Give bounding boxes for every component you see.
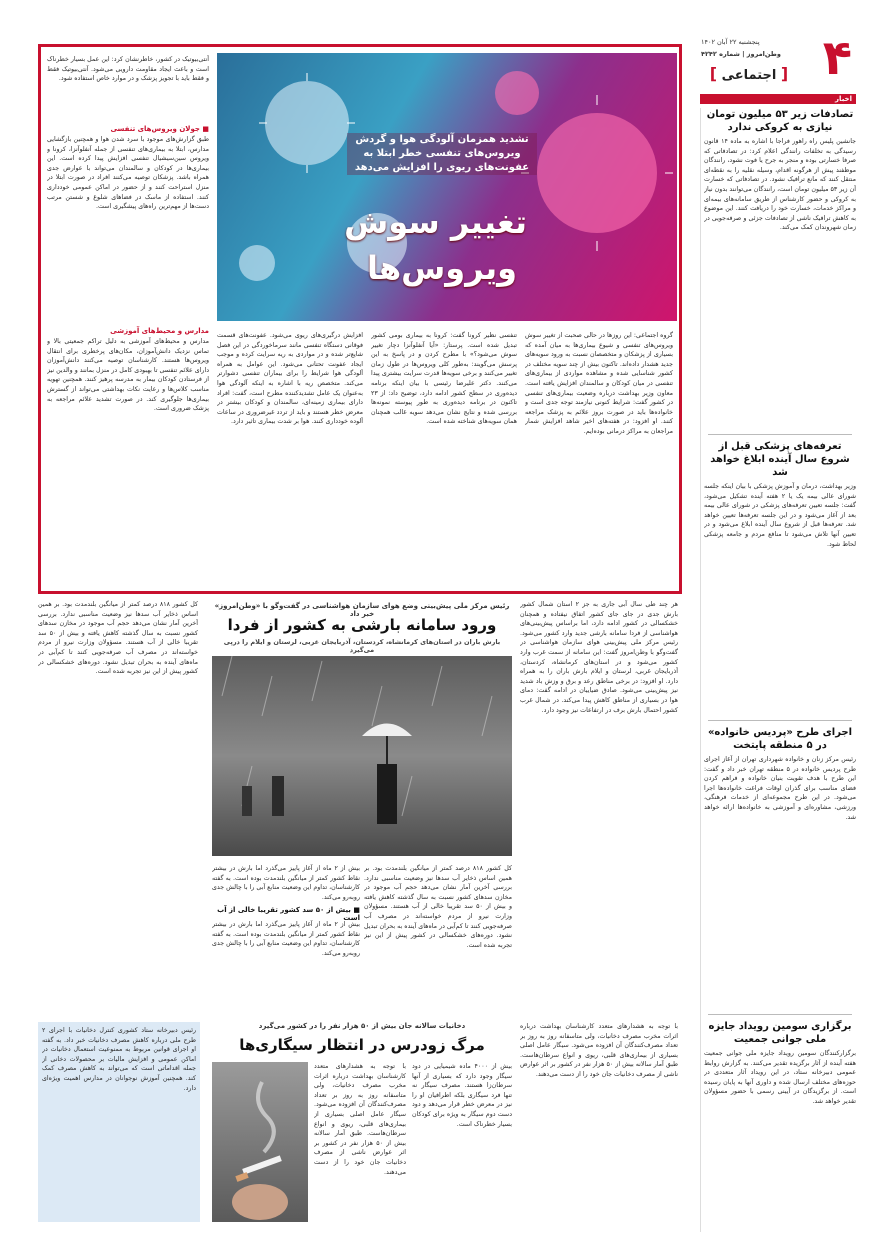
sidebar-news: [700, 108, 856, 1232]
rain-graphic: [212, 656, 512, 856]
weather-subheading: ■ بیش از ۵۰ سد کشور تقریبا خالی از آب است: [217, 906, 360, 922]
weather-title: ورود سامانه بارشی به کشور از فردا: [227, 616, 497, 634]
feature-article: [38, 44, 682, 594]
news-label-bar: [700, 94, 856, 104]
sidebar-item: [704, 1020, 856, 1231]
feature-paragraph: طبق گزارش‌های موجود با سرد شدن هوا و همچنین بازگشایی مدارس، ابتلا به بیماری‌های تنفسی از جمله آنفلوآنزا، کرونا و ویروس سین‌سیشیال تنفسی افزایش پیدا کرده است. این بیماری‌ها در کودکان و سالمندان می‌تواند با عوارض جدی همراه باشد. پزشکان توصیه می‌کنند افراد در صورت ابتلا در منزل استراحت کنند و از حضور در اماکن عمومی خودداری کنند. استفاده از ماسک در فضاهای شلوغ و شستن مرتب دست‌ها از مهم‌ترین راه‌های پیشگیری است.: [47, 136, 209, 211]
smoking-paragraph: با توجه به هشدارهای متعدد کارشناسان بهداشت درباره اثرات مخرب مصرف دخانیات، ولی متاسفانه روز به روز بر تعداد مصرف‌کنندگان آن افزوده می‌شود. سیگار عامل اصلی بسیاری از بیماری‌های قلبی، ریوی و انواع سرطان‌هاست. طبق آمار سالانه بیش از ۵۰ هزار نفر در کشور بر اثر عوارض ناشی از مصرف دخانیات جان خود را از دست می‌دهند.: [314, 1063, 406, 1176]
smoking-title: مرگ زودرس در انتظار سیگاری‌ها: [239, 1036, 485, 1054]
sidebar-item: [704, 440, 856, 722]
issue-number: وطن‌امروز | شماره ۴۲۴۲: [701, 50, 781, 58]
feature-column-left: [47, 55, 209, 585]
feature-paragraph: تنفسی نظیر کرونا گفت: کرونا به بیماری بومی کشور تبدیل شده است. پرستار: «آیا آنفلوآنزا دچار تغییر سوش می‌شود؟» با مطرح کردن و در پاسخ به این پرسش می‌گویند: به‌طور کلی ویروس‌ها در طول زمان تغییر می‌کنند و برخی سویه‌ها قدرت سرایت بیشتری پیدا می‌کنند. دکتر علیرضا رئیسی با بیان اینکه برنامه دیده‌وری در سطح کشور ادامه دارد، توضیح داد: از ۲۳ تاکنون در برنامه دیده‌وری به طور پیوسته نمونه‌ها بررسی شده و نتایج نشان می‌دهد سویه غالب همچنان همان سویه‌های شناخته شده است.: [371, 332, 517, 426]
masthead: [701, 30, 856, 90]
sidebar-item: [704, 108, 856, 418]
weather-paragraph: هر چند طی سال آبی جاری به جز ۲ استان شمال کشور بارش جدی در جای جای کشور اتفاق نیفتاده و همچنان خشکسالی در کشور ادامه دارد، اما براساس پیش‌بینی‌های هواشناسی از فردا سامانه بارشی جدید وارد کشور می‌شود. رئیس مرکز ملی پیش‌بینی هوای سازمان هواشناسی در گفت‌وگو با وطن‌امروز گفت: این سامانه از سمت غرب وارد کشور می‌شود و در استان‌های کرمانشاه، کردستان، آذربایجان غربی، لرستان و ایلام بارش باران را به همراه دارد. او افزود: در برخی مناطق رعد و برق و وزش باد شدید نیز پیش‌بینی می‌شود. صادق ضیاییان در ادامه گفت: دمای هوا در بسیاری از مناطق کاهش پیدا می‌کند. در شمال غرب کشور احتمال بارش برف در ارتفاعات نیز وجود دارد.: [520, 601, 678, 714]
weather-paragraph: بیش از ۲ ماه از آغاز پاییز می‌گذرد اما بارش در بیشتر نقاط کشور کمتر از میانگین بلندمدت بوده است. به گفته کارشناسان، تداوم این وضعیت منابع آبی را با چالش جدی روبه‌رو می‌کند.: [212, 865, 360, 901]
smoking-photo: [212, 1062, 308, 1222]
weather-article: [38, 600, 682, 1014]
divider: [708, 720, 852, 721]
cigarette-graphic: [212, 1062, 308, 1222]
sidebar-item-title: تصادفات زیر ۵۳ میلیون تومان نیازی به کروکی ندارد: [706, 109, 854, 133]
virus-illustration: [217, 53, 677, 321]
weather-paragraph: کل کشور ۸۱۸ درصد کمتر از میانگین بلندمدت بود. بر همین اساس ذخایر آب سدها نیز وضعیت مناسبی ندارد. بررسی آخرین آمار نشان می‌دهد حجم آب موجود در مخازن سدهای کشور نسبت به سال گذشته کاهش یافته و بیش از ۵۰ سد تقریبا خالی از آب هستند. مسؤولان وزارت نیرو از مردم خواسته‌اند در مصرف آب صرفه‌جویی کنند تا کم‌آبی در ماه‌های آینده به بحران تبدیل نشود. دوره‌های خشکسالی در کشور پیش از این نیز تجربه شده است.: [38, 601, 198, 676]
rain-photo: [212, 656, 512, 856]
sidebar-item-body: جانشین پلیس راه راهور فراجا با اشاره به ماده ۱۴ قانون رسیدگی به تخلفات رانندگی اعلام کرد: در تصادفاتی که صرفا خسارتی بوده و منجر به جرح یا فوت نشود، رانندگان موظفند پیش از هرگونه اقدام، وسیله نقلیه را به نقطه‌ای منتقل کنند که مانع ترافیک نشود. در تصادفاتی که خسارت آن زیر ۵۳ میلیون تومان است، رانندگان می‌توانند بدون نیاز به کروکی و حضور کارشناس از طریق سامانه‌های بیمه‌ای و مراکز خدمات، خسارت خود را دریافت کنند. این موضوع به کاهش ترافیک ناشی از تصادفات جزئی و صرفه‌جویی در زمان شهروندان کمک می‌کند.: [704, 138, 856, 232]
sidebar-item-title: اجرای طرح «پردیس خانواده» در ۵ منطقه پایتخت: [707, 727, 853, 751]
feature-paragraph: مدارس و محیط‌های آموزشی به دلیل تراکم جمعیتی بالا و تماس نزدیک دانش‌آموزان، مکان‌های پرخطری برای انتقال ویروس‌ها هستند. کارشناسان توصیه می‌کنند دانش‌آموزان دارای علائم تنفسی تا بهبودی کامل در منزل بمانند و والدین نیز از فرستادن کودکان بیمار به مدرسه پرهیز کنند. همچنین تهویه مناسب کلاس‌ها و رعایت نکات بهداشتی می‌تواند از گسترش بیماری‌ها جلوگیری کند. در صورت تشدید علائم مراجعه به پزشک ضروری است.: [47, 338, 209, 413]
feature-subheading: مدارس و محیط‌های آموزشی: [110, 327, 209, 335]
sidebar-item-title: برگزاری سومین رویداد جایزه ملی جوانی جمعیت: [708, 1021, 852, 1045]
smoking-paragraph: با توجه به هشدارهای متعدد کارشناسان بهداشت درباره اثرات مخرب مصرف دخانیات، ولی متاسفانه روز به روز بر تعداد مصرف‌کنندگان آن افزوده می‌شود. سیگار عامل اصلی بسیاری از بیماری‌های قلبی، ریوی و انواع سرطان‌هاست. طبق آمار سالانه بیش از ۵۰ هزار نفر در کشور بر اثر عوارض ناشی از مصرف دخانیات جان خود را از دست می‌دهند.: [520, 1023, 678, 1078]
section-label: اجتماعی: [721, 68, 777, 83]
smoking-side-box: [38, 1022, 200, 1222]
feature-paragraph: آنتی‌بیوتیک در کشور، خاطرنشان کرد: این عمل بسیار خطرناک است و باعث ایجاد مقاومت دارویی می‌شود. آنتی‌بیوتیک فقط و فقط باید با تجویز پزشک و در موارد خاص استفاده شود.: [47, 56, 209, 83]
feature-title-line2: ویروس‌ها: [366, 249, 517, 287]
weather-paragraph: بیش از ۲ ماه از آغاز پاییز می‌گذرد اما بارش در بیشتر نقاط کشور کمتر از میانگین بلندمدت بوده است. به گفته کارشناسان، تداوم این وضعیت منابع آبی را با چالش جدی روبه‌رو می‌کند.: [212, 921, 360, 957]
weather-subtitle: بارش باران در استان‌های کرمانشاه، کردستان، آذربایجان غربی، لرستان و ایلام را درپی می‌گیرد: [223, 638, 501, 654]
feature-kicker: تشدید همزمان آلودگی هوا و گردش ویروس‌های تنفسی خطر ابتلا به عفونت‌های ریوی را افزایش می‌دهد: [347, 133, 537, 175]
weather-paragraph: کل کشور ۸۱۸ درصد کمتر از میانگین بلندمدت بود. بر همین اساس ذخایر آب سدها نیز وضعیت مناسبی ندارد. بررسی آخرین آمار نشان می‌دهد حجم آب موجود در مخازن سدهای کشور نسبت به سال گذشته کاهش یافته و بیش از ۵۰ سد تقریبا خالی از آب هستند. مسؤولان وزارت نیرو از مردم خواسته‌اند در مصرف آب صرفه‌جویی کنند تا کم‌آبی در ماه‌های آینده به بحران تبدیل نشود. دوره‌های خشکسالی در کشور پیش از این نیز تجربه شده است.: [364, 865, 512, 949]
news-label: اخبار: [835, 95, 852, 103]
smoking-kicker: دخانیات سالانه جان بیش از ۵۰ هزار نفر را در کشور می‌گیرد: [258, 1022, 466, 1030]
sidebar-item-body: برگزارکنندگان سومین رویداد جایزه ملی جوانی جمعیت هفته آینده از آثار برگزیده تقدیر می‌کنند. به گزارش روابط عمومی دبیرخانه ستاد، در این رویداد آثار متعددی در حوزه‌های مختلف ارسال شده و داوری آنها به پایان رسیده است. از برگزیدگان در آیینی رسمی با حضور مسؤولان تقدیر خواهد شد.: [704, 1050, 856, 1105]
feature-paragraph: افزایش درگیری‌های ریوی می‌شود. عفونت‌های قسمت فوقانی دستگاه تنفسی مانند سرماخوردگی در این فصل شایع‌تر شده و در مواردی به ریه سرایت کرده و موجب ایجاد عفونت تحتانی می‌شود. این عوامل به همراه آلودگی هوا شرایط را برای بیماران تنفسی دشوارتر می‌کند. متخصص ریه با اشاره به اینکه آلودگی هوا به‌عنوان یک عامل تشدیدکننده مطرح است، گفت: افراد دارای بیماری زمینه‌ای، سالمندان و کودکان بیشتر در معرض خطر هستند و باید از تردد غیرضروری در ساعات آلوده خودداری کنند. هوا بر شدت بیماری تاثیر دارد.: [217, 332, 363, 426]
sidebar-item-title: تعرفه‌های پزشکی قبل از شروع سال آینده ابلاغ خواهد شد: [710, 441, 850, 478]
feature-title-line1: تغییر سوش: [344, 203, 527, 241]
feature-subheading: ■ جولان ویروس‌های تنفسی: [110, 125, 209, 133]
issue-date: پنجشنبه ۲۲ آبان ۱۴۰۲: [701, 38, 760, 46]
divider: [708, 434, 852, 435]
smoking-article: [38, 1018, 682, 1230]
sidebar-item: [704, 726, 856, 995]
weather-kicker: رئیس مرکز ملی پیش‌بینی وضع هوای سازمان هواشناسی در گفت‌وگو با «وطن‌امروز» خبر داد: [214, 602, 510, 618]
section-title: [ اجتماعی ]: [709, 64, 789, 83]
sidebar-item-body: رئیس مرکز زنان و خانواده شهرداری تهران از آغاز اجرای طرح پردیس خانواده در ۵ منطقه تهران خبر داد و گفت: این طرح با هدف تقویت بنیان خانواده و فراهم کردن فضای مناسب برای گذران اوقات فراغت خانواده‌ها اجرا می‌شود. در این طرح مجموعه‌ای از خدمات فرهنگی، ورزشی، مشاوره‌ای و آموزشی به خانواده‌ها ارائه خواهد شد.: [704, 756, 856, 821]
feature-paragraph: گروه اجتماعی: این روزها در حالی صحبت از تغییر سوش ویروس‌های تنفسی و شیوع بیماری‌ها به میان آمده که بسیاری از پزشکان و متخصصان نسبت به ورود سویه‌های جدید هشدار داده‌اند. تاکنون بیش از چند سویه مختلف در کشور شناسایی شده و مشاهده مواردی از بیماری‌های تنفسی در میان کودکان و سالمندان افزایش یافته است. معاون وزیر بهداشت درباره وضعیت بیماری‌های تنفسی در کشور گفت: شرایط کنونی نیازمند توجه جدی است و خانواده‌ها باید در صورت بروز علائم به پزشک مراجعه کنند. او افزود: در هفته‌های اخیر شاهد افزایش شمار مراجعان به مراکز درمانی بوده‌ایم.: [525, 332, 673, 435]
divider: [708, 1014, 852, 1015]
page-number: ۴: [822, 30, 852, 86]
smoking-paragraph: رئیس دبیرخانه ستاد کشوری کنترل دخانیات با اجرای ۲ طرح ملی درباره کاهش مصرف دخانیات خبر داد. به گفته او اجرای قوانین مربوط به ممنوعیت استعمال دخانیات در اماکن عمومی و افزایش مالیات بر محصولات دخانی از جمله اقداماتی است که می‌تواند به کاهش مصرف کمک کند. همچنین آموزش نوجوانان در مدارس اهمیت ویژه‌ای دارد.: [42, 1027, 196, 1092]
smoking-paragraph: بیش از ۴۰۰۰ ماده شیمیایی در دود سیگار وجود دارد که بسیاری از آنها سرطان‌زا هستند. مصرف سیگار نه تنها فرد سیگاری بلکه اطرافیان او را نیز در معرض خطر قرار می‌دهد و دود دست دوم سیگار به ویژه برای کودکان بسیار خطرناک است.: [412, 1063, 512, 1128]
sidebar-item-body: وزیر بهداشت، درمان و آموزش پزشکی با بیان اینکه جلسه شورای عالی بیمه یک یا ۲ هفته آینده تشکیل می‌شود، گفت: جلسه تعیین تعرفه‌های پزشکی در شورای عالی بیمه بعد از آغاز می‌شود و در این جلسه تعرفه‌ها تعیین خواهد شد. تعرفه‌ها قبل از شروع سال آینده ابلاغ می‌شود و در تعیین آنها تلاش می‌شود تا منافع مردم و جامعه پزشکی لحاظ شود.: [704, 483, 856, 548]
